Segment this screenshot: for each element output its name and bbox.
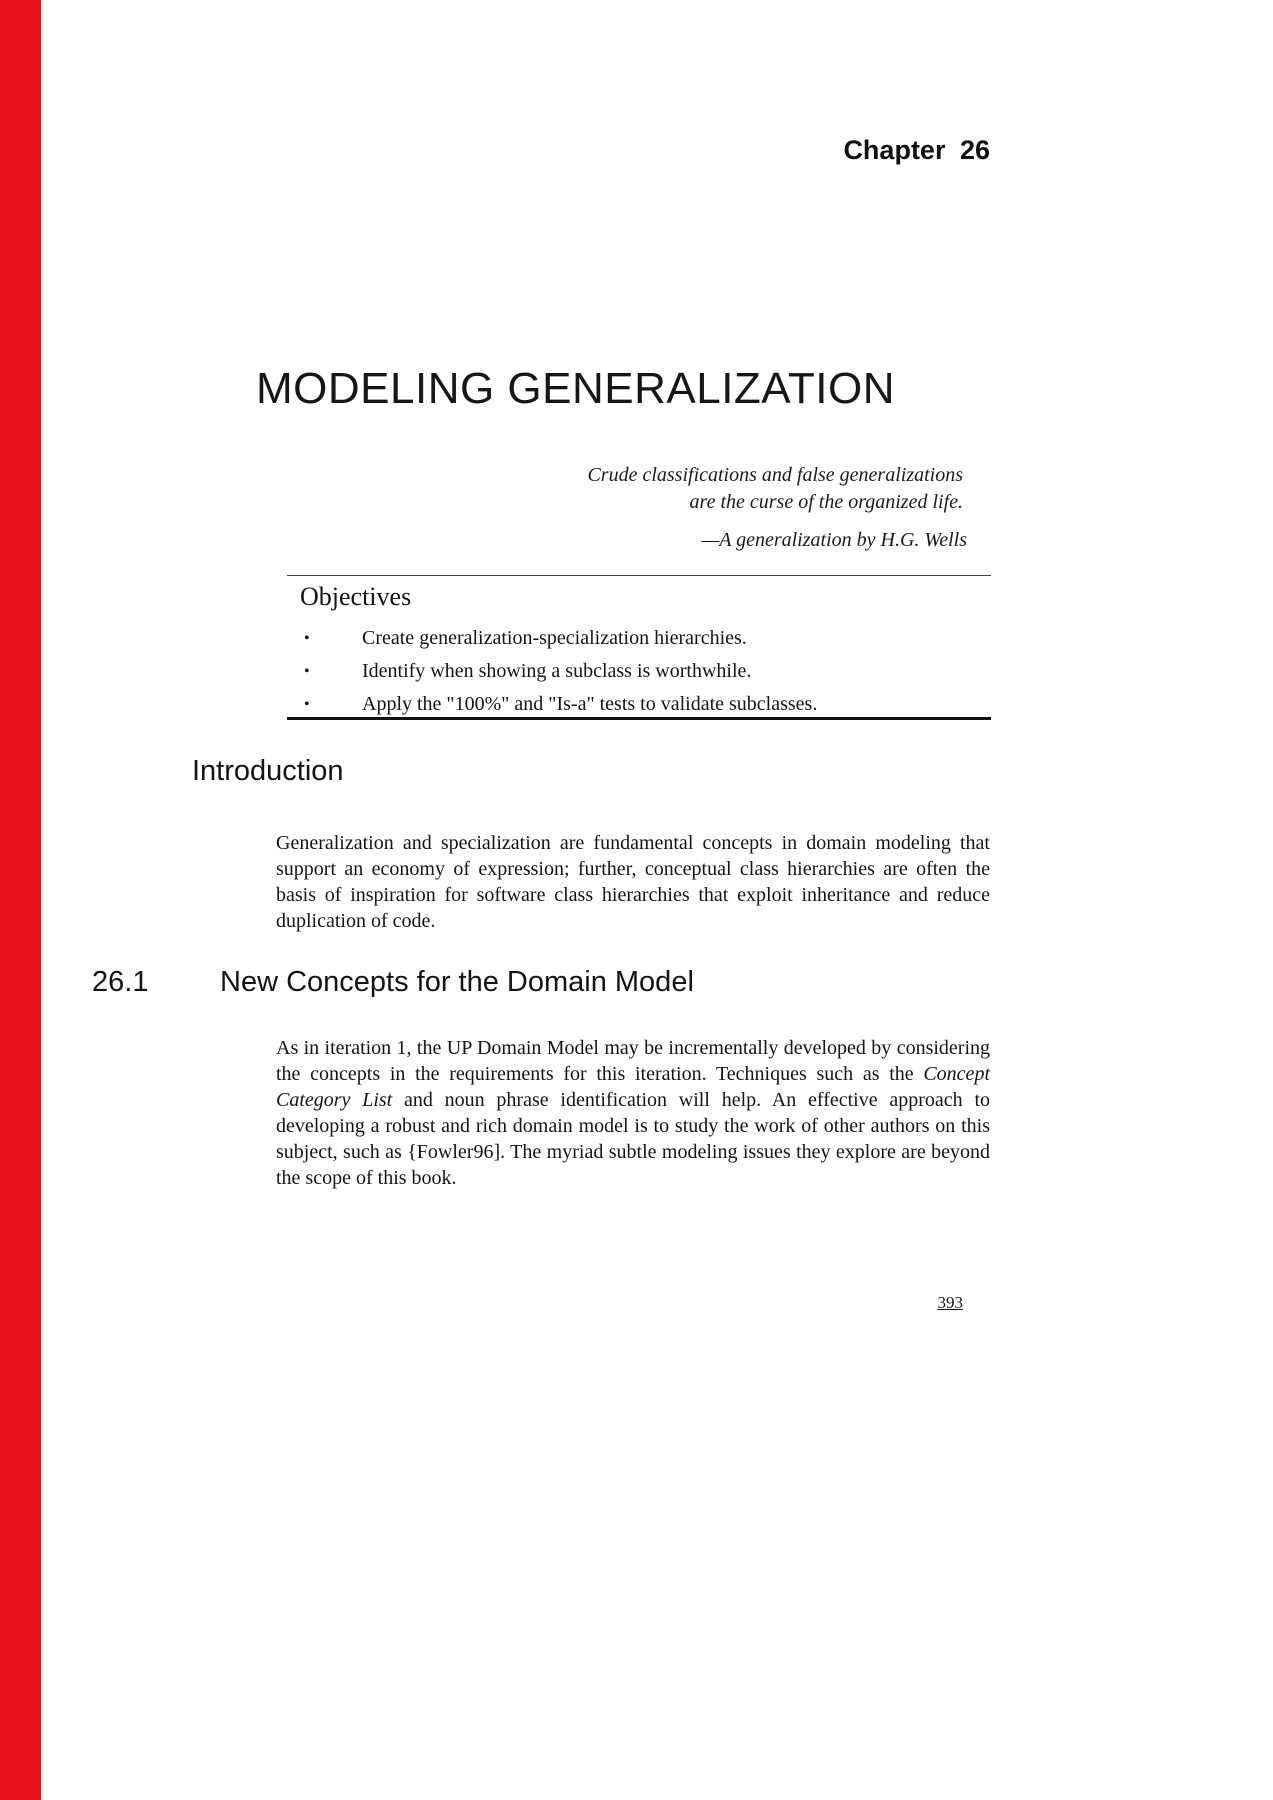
bullet-marker: •: [304, 696, 310, 713]
section-paragraph-italic-term: Concept Category List: [276, 1063, 990, 1111]
page-number: 393: [937, 1293, 963, 1312]
section-heading: New Concepts for the Domain Model: [220, 966, 694, 998]
epigraph-line: are the curse of the organized life.: [689, 491, 963, 513]
objective-item-text: Apply the "100%" and "Is-a" tests to validate subclasses.: [362, 693, 818, 715]
objective-item: [300, 622, 980, 655]
objective-item-text: Create generalization-specialization hierarchies.: [362, 627, 747, 649]
epigraph-attribution: —A generalization by H.G. Wells: [701, 529, 967, 551]
chapter-label: Chapter 26: [843, 135, 990, 165]
objectives-list: [300, 622, 980, 721]
epigraph-line: Crude classifications and false generalizations: [587, 464, 963, 486]
introduction-heading: Introduction: [192, 755, 344, 787]
bullet-marker: •: [304, 663, 310, 680]
section-number: 26.1: [92, 966, 149, 998]
bullet-marker: •: [304, 630, 310, 647]
introduction-paragraph: Generalization and specialization are fundamental concepts in domain modeling that support an economy of expression; further, conceptual class hierarchies are often the basis of inspiration for software class hierarchies that exploit inheritance and reduce duplication of code.: [276, 832, 990, 932]
section-paragraph-text: and noun phrase identification will help. An effective approach to developing a robust and rich domain model is to study the work of other authors on this subject, such as {Fowler96]. The myriad subtle modeling issues they explore are beyond the scope of this book.: [276, 1089, 990, 1189]
objectives-heading: Objectives: [300, 582, 412, 611]
page-edge-red-stripe: [0, 0, 41, 1800]
chapter-title: MODELING GENERALIZATION: [256, 364, 895, 413]
objectives-block: [300, 582, 980, 721]
objective-item-text: Identify when showing a subclass is worthwhile.: [362, 660, 752, 682]
section-paragraph: [276, 1035, 990, 1191]
divider-line-top: [287, 575, 991, 576]
section-paragraph-text: As in iteration 1, the UP Domain Model may be incrementally developed by considering the concepts in the requirements for this iteration. Techniques such as the: [276, 1037, 990, 1085]
divider-line-bottom: [287, 717, 991, 720]
epigraph: [275, 462, 963, 516]
objective-item: [300, 655, 980, 688]
section-heading-row: [92, 966, 694, 999]
